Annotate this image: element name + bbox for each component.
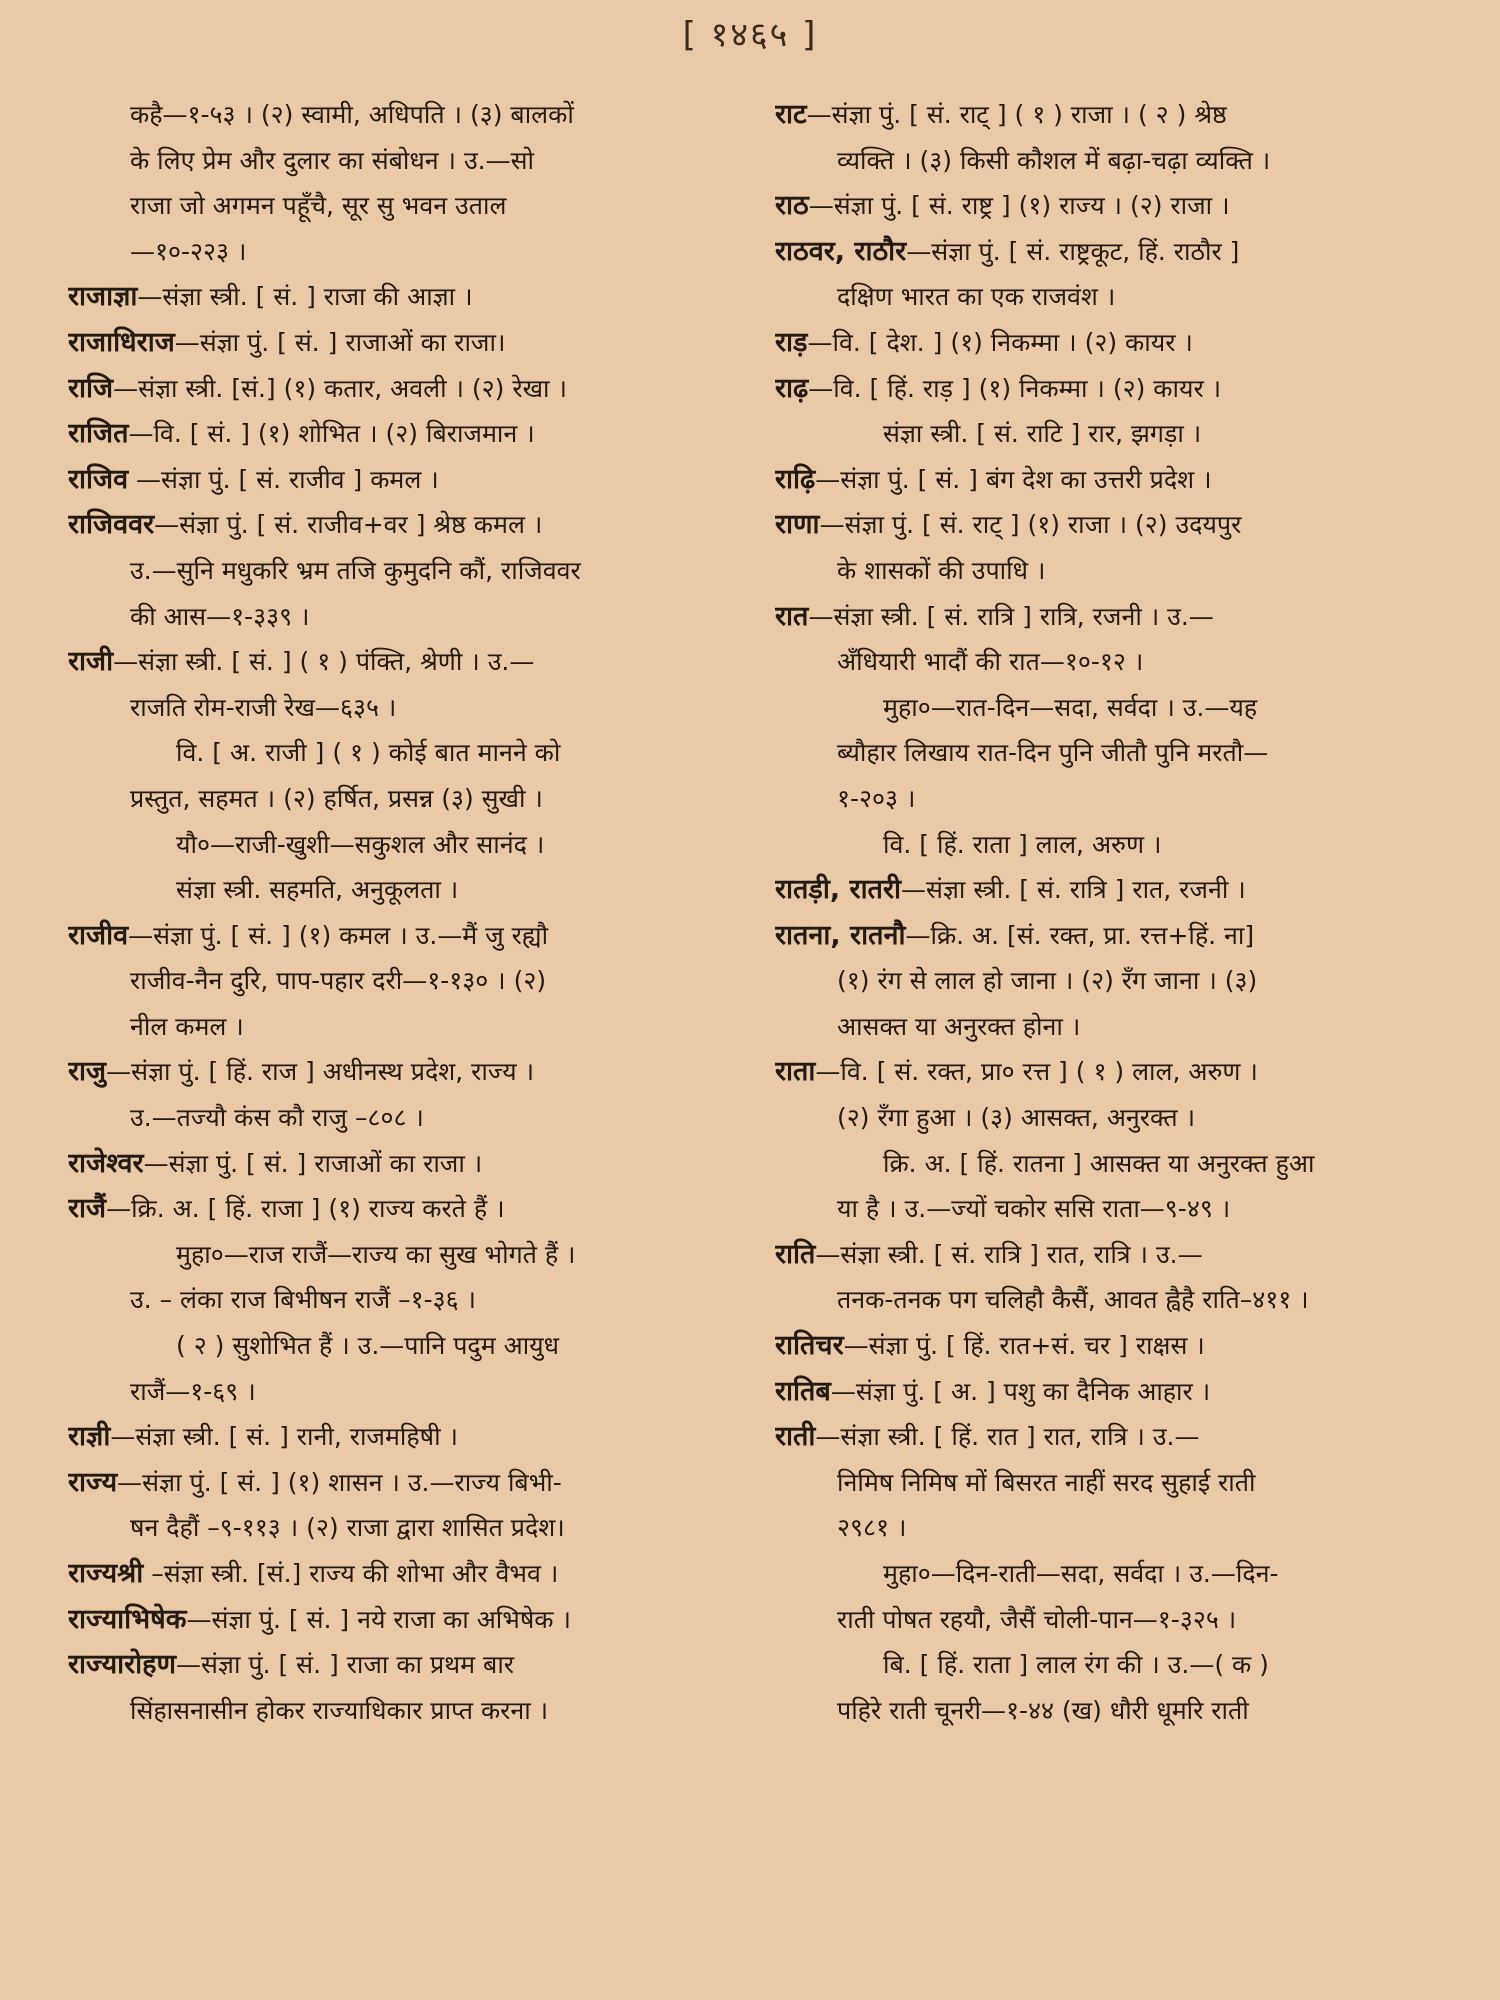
entry-text: २९८१ । bbox=[837, 1513, 907, 1543]
dictionary-entry bbox=[775, 366, 1465, 412]
entry-text: –संज्ञा स्त्री. [सं.] राज्य की शोभा और वैभव । bbox=[143, 1559, 559, 1588]
headword: राजाधिराज bbox=[68, 326, 175, 358]
headword: राड़ bbox=[775, 326, 808, 358]
entry-continuation-line bbox=[68, 138, 768, 184]
dictionary-entry bbox=[775, 913, 1465, 959]
entry-text: —वि. [ सं. ] (१) शोभित । (२) बिराजमान । bbox=[128, 419, 535, 449]
dictionary-entry bbox=[68, 639, 768, 685]
page-number: [ १४६५ ] bbox=[682, 15, 818, 55]
headword: राजु bbox=[68, 1056, 107, 1088]
headword: राजि bbox=[68, 372, 114, 404]
entry-text: —संज्ञा स्त्री. [ सं. ] राजा की आज्ञा । bbox=[137, 282, 473, 312]
entry-continuation-line bbox=[775, 1004, 1465, 1050]
entry-text: उ.—सुनि मधुकरि भ्रम तजि कुमुदनि कौं, राजिववर bbox=[130, 555, 581, 585]
entry-text: अँधियारी भादौं की रात—१०-१२ । bbox=[837, 647, 1144, 677]
entry-text: प्रस्तुत, सहमत । (२) हर्षित, प्रसन्न (३) सुखी । bbox=[130, 783, 543, 813]
entry-continuation-line bbox=[775, 411, 1465, 457]
entry-text: —१०-२२३ । bbox=[130, 236, 247, 266]
dictionary-entry bbox=[68, 1049, 768, 1095]
entry-text: —संज्ञा पुं. [ सं. राट् ] ( १ ) राजा । ( २ ) श्रेष्ठ bbox=[806, 100, 1227, 129]
headword: राज्य bbox=[68, 1466, 118, 1498]
entry-text: के शासकों की उपाधि । bbox=[837, 555, 1046, 585]
entry-continuation-line bbox=[68, 730, 768, 776]
dictionary-entry bbox=[775, 92, 1465, 138]
entry-text: (१) रंग से लाल हो जाना । (२) रँग जाना । (३) bbox=[837, 966, 1258, 996]
entry-continuation-line bbox=[775, 822, 1465, 868]
entry-text: —वि. [ देश. ] (१) निकम्मा । (२) कायर । bbox=[807, 327, 1193, 357]
entry-continuation-line bbox=[68, 92, 768, 138]
headword: राजैं bbox=[68, 1193, 107, 1225]
entry-continuation-line bbox=[775, 958, 1465, 1004]
entry-text: —क्रि. अ. [ हिं. राजा ] (१) राज्य करते हैं । bbox=[106, 1194, 505, 1224]
entry-text: के लिए प्रेम और दुलार का संबोधन । उ.—सो bbox=[130, 145, 534, 175]
entry-text: —संज्ञा स्त्री. [सं.] (१) कतार, अवली । (२) रेखा । bbox=[113, 373, 567, 403]
entry-text: नील कमल । bbox=[130, 1011, 244, 1041]
entry-text: —संज्ञा पुं. [ सं. राष्ट्रकूट, हिं. राठौर ] bbox=[906, 236, 1240, 266]
entry-text: —संज्ञा पुं. [ सं. राष्ट्र ] (१) राज्य । (२) राजा । bbox=[808, 191, 1230, 221]
entry-text: राजैं—१-६९ । bbox=[130, 1376, 256, 1406]
dictionary-entry bbox=[68, 1414, 768, 1460]
dictionary-entry bbox=[68, 366, 768, 412]
dictionary-entry bbox=[68, 1597, 768, 1643]
entry-text: वि. [ हिं. राता ] लाल, अरुण । bbox=[883, 829, 1162, 859]
entry-continuation-line bbox=[775, 1597, 1465, 1643]
entry-continuation-line bbox=[775, 639, 1465, 685]
entry-continuation-line bbox=[775, 685, 1465, 731]
entry-continuation-line bbox=[775, 776, 1465, 822]
entry-text: उ.—तज्यौ कंस कौ राजु –८०८ । bbox=[130, 1103, 424, 1133]
entry-text: मुहा०—राज राजैं—राज्य का सुख भोगते हैं । bbox=[176, 1239, 576, 1269]
entry-text: मुहा०—दिन-राती—सदा, सर्वदा । उ.—दिन- bbox=[883, 1559, 1279, 1588]
dictionary-entry bbox=[775, 1369, 1465, 1415]
dictionary-entry bbox=[775, 867, 1465, 913]
entry-continuation-line bbox=[68, 1277, 768, 1323]
entry-text: —संज्ञा स्त्री. [ सं. रात्रि ] रात्रि, रजनी । उ.— bbox=[808, 601, 1214, 631]
dictionary-entry bbox=[775, 1323, 1465, 1369]
entry-text: —संज्ञा पुं. [ अ. ] पशु का दैनिक आहार । bbox=[830, 1376, 1211, 1406]
headword: राति bbox=[775, 1238, 816, 1270]
entry-text: —वि. [ हिं. राड़ ] (१) निकम्मा । (२) कायर । bbox=[808, 373, 1222, 403]
entry-text: —संज्ञा पुं. [ हिं. रात+सं. चर ] राक्षस । bbox=[843, 1331, 1205, 1361]
headword: राजी bbox=[68, 646, 114, 678]
entry-continuation-line bbox=[68, 1004, 768, 1050]
headword: रातना, रातनौ bbox=[775, 919, 906, 951]
headword: रातिब bbox=[775, 1375, 831, 1407]
entry-text: —संज्ञा पुं. [ सं. राजीव+वर ] श्रेष्ठ कमल । bbox=[154, 510, 543, 540]
headword: राज्याभिषेक bbox=[68, 1603, 187, 1635]
headword: राजित bbox=[68, 418, 129, 450]
dictionary-entry bbox=[775, 320, 1465, 366]
headword: रातिचर bbox=[775, 1330, 844, 1362]
entry-continuation-line bbox=[68, 958, 768, 1004]
entry-continuation-line bbox=[68, 1369, 768, 1415]
headword: राजेश्वर bbox=[68, 1147, 144, 1179]
entry-continuation-line bbox=[68, 867, 768, 913]
entry-continuation-line bbox=[68, 822, 768, 868]
entry-continuation-line bbox=[68, 1095, 768, 1141]
dictionary-entry bbox=[68, 411, 768, 457]
dictionary-entry bbox=[68, 457, 768, 503]
entry-continuation-line bbox=[68, 1688, 768, 1734]
entry-continuation-line bbox=[68, 1323, 768, 1369]
entry-continuation-line bbox=[68, 1505, 768, 1551]
entry-text: राजति रोम-राजी रेख—६३५ । bbox=[130, 692, 397, 722]
headword: राज्यारोहण bbox=[68, 1649, 177, 1681]
dictionary-entry bbox=[775, 502, 1465, 548]
dictionary-entry bbox=[68, 502, 768, 548]
entry-continuation-line bbox=[68, 776, 768, 822]
entry-continuation-line bbox=[775, 548, 1465, 594]
entry-text: संज्ञा स्त्री. [ सं. राटि ] रार, झगड़ा । bbox=[883, 419, 1202, 449]
entry-continuation-line bbox=[775, 1141, 1465, 1187]
entry-text: —संज्ञा पुं. [ सं. राट् ] (१) राजा । (२) उदयपुर bbox=[819, 510, 1242, 540]
dictionary-entry bbox=[68, 1186, 768, 1232]
entry-text: —संज्ञा पुं. [ सं. राजीव ] कमल । bbox=[128, 464, 439, 494]
dictionary-entry bbox=[775, 594, 1465, 640]
entry-text: राजा जो अगमन पहूँचै, सूर सु भवन उताल bbox=[130, 191, 507, 221]
entry-continuation-line bbox=[68, 1232, 768, 1278]
entry-text: संज्ञा स्त्री. सहमति, अनुकूलता । bbox=[176, 875, 459, 905]
entry-text: —संज्ञा स्त्री. [ सं. रात्रि ] रात, रात्रि । उ.— bbox=[815, 1239, 1203, 1269]
entry-continuation-line bbox=[775, 1551, 1465, 1597]
entry-text: षन दैहौं –९-११३ । (२) राजा द्वारा शासित प्रदेश। bbox=[130, 1513, 565, 1543]
right-column bbox=[775, 92, 1465, 1733]
entry-continuation-line bbox=[775, 138, 1465, 184]
entry-text: उ. – लंका राज बिभीषन राजैं –१-३६ । bbox=[130, 1285, 477, 1315]
entry-continuation-line bbox=[68, 594, 768, 640]
entry-continuation-line bbox=[775, 1642, 1465, 1688]
entry-text: राती पोषत रहयौ, जैसैं चोली-पान—१-३२५ । bbox=[837, 1604, 1237, 1634]
entry-continuation-line bbox=[68, 548, 768, 594]
entry-continuation-line bbox=[775, 1277, 1465, 1323]
headword: राट bbox=[775, 99, 807, 130]
entry-continuation-line bbox=[68, 229, 768, 275]
entry-text: —संज्ञा पुं. [ सं. ] (१) कमल । उ.—मैं जु रह्यौ bbox=[128, 920, 549, 950]
entry-text: निमिष निमिष मों बिसरत नाहीं सरद सुहाई राती bbox=[837, 1467, 1256, 1497]
entry-text: की आस—१-३३९ । bbox=[130, 601, 310, 631]
dictionary-entry bbox=[775, 229, 1465, 275]
dictionary-entry bbox=[775, 1049, 1465, 1095]
headword: राणा bbox=[775, 509, 820, 541]
dictionary-entry bbox=[775, 1414, 1465, 1460]
entry-continuation-line bbox=[68, 183, 768, 229]
dictionary-entry bbox=[775, 183, 1465, 229]
entry-text: कहै—१-५३ । (२) स्वामी, अधिपति । (३) बालकों bbox=[130, 100, 574, 129]
entry-text: व्यक्ति । (३) किसी कौशल में बढ़ा-चढ़ा व्यक्ति । bbox=[837, 145, 1271, 175]
dictionary-entry bbox=[68, 1551, 768, 1597]
headword: रातड़ी, रातरी bbox=[775, 874, 901, 906]
dictionary-entry bbox=[775, 457, 1465, 503]
dictionary-entry bbox=[68, 274, 768, 320]
headword: राती bbox=[775, 1421, 816, 1453]
entry-text: या है । उ.—ज्यों चकोर ससि राता—९-४९ । bbox=[837, 1194, 1231, 1224]
entry-text: १-२०३ । bbox=[837, 783, 916, 813]
entry-continuation-line bbox=[775, 1095, 1465, 1141]
headword: राढ़ि bbox=[775, 463, 816, 495]
entry-text: राजीव-नैन दुरि, पाप-पहार दरी—१-१३० । (२) bbox=[130, 966, 547, 996]
dictionary-entry bbox=[68, 913, 768, 959]
entry-continuation-line bbox=[775, 274, 1465, 320]
entry-text: दक्षिण भारत का एक राजवंश । bbox=[837, 282, 1116, 312]
headword: राजाज्ञा bbox=[68, 281, 138, 313]
headword: राज्ञी bbox=[68, 1421, 111, 1453]
entry-continuation-line bbox=[68, 685, 768, 731]
entry-continuation-line bbox=[775, 730, 1465, 776]
entry-text: ब्यौहार लिखाय रात-दिन पुनि जीतौ पुनि मरतौ— bbox=[837, 738, 1269, 768]
headword: राढ़ bbox=[775, 372, 809, 404]
entry-text: पहिरे राती चूनरी—१-४४ (ख) धौरी धूमरि राती bbox=[837, 1695, 1249, 1725]
entry-text: —क्रि. अ. [सं. रक्त, प्रा. रत्त+हिं. ना] bbox=[905, 920, 1255, 950]
left-column bbox=[68, 92, 768, 1733]
entry-text: —संज्ञा स्त्री. [ सं. ] ( १ ) पंक्ति, श्रेणी । उ.— bbox=[113, 647, 535, 677]
headword: राठ bbox=[775, 190, 809, 222]
entry-continuation-line bbox=[775, 1505, 1465, 1551]
headword: रात bbox=[775, 600, 809, 632]
entry-text: —संज्ञा पुं. [ हिं. राज ] अधीनस्थ प्रदेश, राज्य । bbox=[106, 1057, 535, 1087]
dictionary-entry bbox=[68, 320, 768, 366]
entry-text: तनक-तनक पग चलिहौ कैसैं, आवत ह्वैहै राति–४११ । bbox=[837, 1285, 1309, 1315]
entry-text: यौ०—राजी-खुशी—सकुशल और सानंद । bbox=[176, 829, 545, 859]
entry-text: बि. [ हिं. राता ] लाल रंग की । उ.—( क ) bbox=[883, 1650, 1269, 1680]
entry-continuation-line bbox=[775, 1688, 1465, 1734]
headword: राता bbox=[775, 1056, 816, 1088]
entry-text: —संज्ञा स्त्री. [ सं. रात्रि ] रात, रजनी । bbox=[900, 875, 1246, 905]
entry-text: क्रि. अ. [ हिं. रातना ] आसक्त या अनुरक्त हुआ bbox=[883, 1148, 1315, 1178]
entry-text: —संज्ञा स्त्री. [ सं. ] रानी, राजमहिषी । bbox=[110, 1422, 459, 1452]
dictionary-entry bbox=[68, 1460, 768, 1506]
entry-text: सिंहासनासीन होकर राज्याधिकार प्राप्त करना । bbox=[130, 1695, 549, 1725]
entry-text: —संज्ञा पुं. [ सं. ] (१) शासन । उ.—राज्य बिभी- bbox=[117, 1467, 562, 1497]
headword: राजिव bbox=[68, 463, 129, 495]
entry-text: —संज्ञा पुं. [ सं. ] नये राजा का अभिषेक । bbox=[186, 1604, 571, 1634]
entry-text: मुहा०—रात-दिन—सदा, सर्वदा । उ.—यह bbox=[883, 692, 1258, 722]
entry-text: आसक्त या अनुरक्त होना । bbox=[837, 1011, 1081, 1041]
dictionary-entry bbox=[68, 1642, 768, 1688]
entry-continuation-line bbox=[775, 1186, 1465, 1232]
entry-text: —वि. [ सं. रक्त, प्रा० रत्त ] ( १ ) लाल, अरुण । bbox=[815, 1057, 1258, 1087]
entry-continuation-line bbox=[775, 1460, 1465, 1506]
headword: राठवर, राठौर bbox=[775, 235, 907, 267]
entry-text: ( २ ) सुशोभित हैं । उ.—पानि पदुम आयुध bbox=[176, 1331, 560, 1361]
headword: राजीव bbox=[68, 919, 129, 951]
entry-text: —संज्ञा पुं. [ सं. ] राजाओं का राजा । bbox=[143, 1148, 483, 1178]
entry-text: —संज्ञा पुं. [ सं. ] बंग देश का उत्तरी प्रदेश । bbox=[815, 464, 1212, 494]
entry-text: —संज्ञा पुं. [ सं. ] राजा का प्रथम बार bbox=[176, 1650, 515, 1680]
dictionary-entry bbox=[775, 1232, 1465, 1278]
headword: राज्यश्री bbox=[68, 1558, 144, 1589]
entry-text: वि. [ अ. राजी ] ( १ ) कोई बात मानने को bbox=[176, 738, 561, 768]
dictionary-entry bbox=[68, 1141, 768, 1187]
entry-text: —संज्ञा पुं. [ सं. ] राजाओं का राजा। bbox=[174, 327, 506, 357]
headword: राजिववर bbox=[68, 509, 155, 541]
entry-text: —संज्ञा स्त्री. [ हिं. रात ] रात, रात्रि । उ.— bbox=[815, 1422, 1200, 1452]
entry-text: (२) रँगा हुआ । (३) आसक्त, अनुरक्त । bbox=[837, 1103, 1196, 1133]
